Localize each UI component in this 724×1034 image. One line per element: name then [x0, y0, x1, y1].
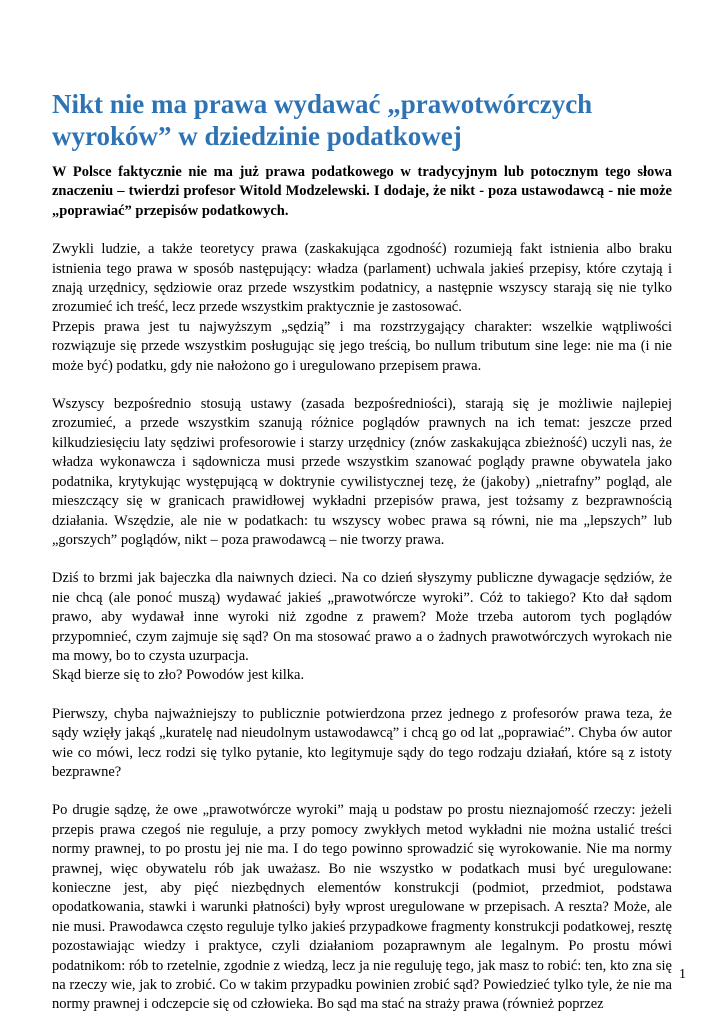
paragraph-text: Zwykli ludzie, a także teoretycy prawa (zaskakująca zgodność) rozumieją fakt istnienia albo braku istnienia tego prawa w sposób następujący: władza (parlament) uchwala jakieś przepisy, które czytają i znają urzędnicy, sędziowie oraz przede wszystkim podatnicy, a następnie wszyscy starają się nie tylko zrozumieć ich treść, lecz przede wszystkim praktycznie je zastosować.	[52, 241, 672, 316]
paragraph-text: Pierwszy, chyba najważniejszy to publicznie potwierdzona przez jednego z profesorów prawa teza, że sądy wzięły jakąś „kuratelę nad nieudolnym ustawodawcą” i chcą go od lat „poprawiać”. Chyba ów autor wie co mówi, lecz rodzi się tylko pytanie, kto legitymuje sądy do tego rodzaju działań, które są z istoty bezprawne?	[52, 705, 672, 780]
document-page	[52, 88, 672, 1034]
paragraph-text: Skąd bierze się to zło? Powodów jest kilka.	[52, 667, 305, 684]
body-paragraph	[52, 240, 672, 376]
body-paragraph	[52, 395, 672, 550]
body-paragraph	[52, 569, 672, 685]
paragraph-text: Dziś to brzmi jak bajeczka dla naiwnych dzieci. Na co dzień słyszymy publiczne dywagacje sędziów, że nie chcą (ale ponoć muszą) wydawać jakieś „prawotwórcze wyroki”. Cóż to takiego? Kto dał sądom prawo, aby wydawał inne wyroki niż zgodne z prawem? Może trzeba autorom tych poglądów przypomnieć, czym zajmuje się sąd? On ma stosować prawo a o żadnych prawotwórczych wyrokach nie ma mowy, bo to czysta uzurpacja.	[52, 570, 672, 664]
body-paragraph	[52, 705, 672, 783]
article-lead: W Polsce faktycznie nie ma już prawa podatkowego w tradycyjnym lub potocznym tego słowa znaczeniu – twierdzi profesor Witold Modzelewski. I dodaje, że nikt - poza ustawodawcą - nie może „poprawiać” przepisów podatkowych.	[52, 164, 672, 219]
paragraph-text: Po drugie sądzę, że owe „prawotwórcze wyroki” mają u podstaw po prostu nieznajomość rzeczy: jeżeli przepis prawa czegoś nie reguluje, a przy pomocy zwykłych metod wykładni nie można ustalić treści normy prawnej, to po prostu jej nie ma. I do tego powinno sprowadzić się wyrokowanie. Nie ma normy prawnej, więc obywatelu rób jak uważasz. Bo nie wszystko w podatkach musi być uregulowane: konieczne jest, aby pięć niezbędnych elementów konstrukcji (podmiot, przedmiot, podstawa opodatkowania, stawki i warunki płatności) były wprost uregulowane w przepisach. A reszta? Może, ale nie musi. Prawodawca często reguluje tylko jakieś przypadkowe fragmenty konstrukcji podatkowej, resztę pozostawiając wiedzy i praktyce, czyli działaniom pozaprawnym ale legalnym. Po prostu mówi podatnikom: rób to rzetelnie, zgodnie z wiedzą, lecz ja nie reguluję tego, jak masz to robić: ten, kto zna się na rzeczy wie, jak to zrobić. Co w takim przypadku powinien zrobić sąd? Powiedzieć tylko tyle, że nie ma normy prawnej i odczepcie się od człowieka. Bo sąd ma stać na straży prawa (również poprzez	[52, 802, 672, 1013]
body-paragraph	[52, 801, 672, 1014]
paragraph-text: Przepis prawa jest tu najwyższym „sędzią” i ma rozstrzygający charakter: wszelkie wątpliwości rozwiązuje się przede wszystkim posługując się jego treścią, bo nullum tributum sine lege: nie ma (i nie może być) podatku, gdy nie nałożono go i uregulowano przepisem prawa.	[52, 318, 672, 374]
article-title: Nikt nie ma prawa wydawać „prawotwórczych wyroków” w dziedzinie podatkowej	[52, 89, 593, 151]
page-number: 1	[679, 967, 686, 982]
paragraph-text: Wszyscy bezpośrednio stosują ustawy (zasada bezpośredniości), starają się je możliwie najlepiej zrozumieć, a przede wszystkim szanują różnice poglądów prawnych na ich temat: jeszcze przed kilkudziesięciu laty sędziwi profesorowie i starzy urzędnicy (znów zaskakująca zbieżność) uczyli nas, że władza wykonawcza i sądownicza musi przede wszystkim szanować poglądy prawne obywatela jako podatnika, krytykując występującą w doktrynie cywilistycznej tezę, że (jakoby) „nietrafny” pogląd, ale mieszczący się w granicach prawidłowej wykładni przepisów prawa, jest tożsamy z bezprawnością działania. Wszędzie, ale nie w podatkach: tu wszyscy wobec prawa są równi, nie ma „lepszych” lub „gorszych” poglądów, nikt – poza prawodawcą – nie tworzy prawa.	[52, 396, 672, 548]
